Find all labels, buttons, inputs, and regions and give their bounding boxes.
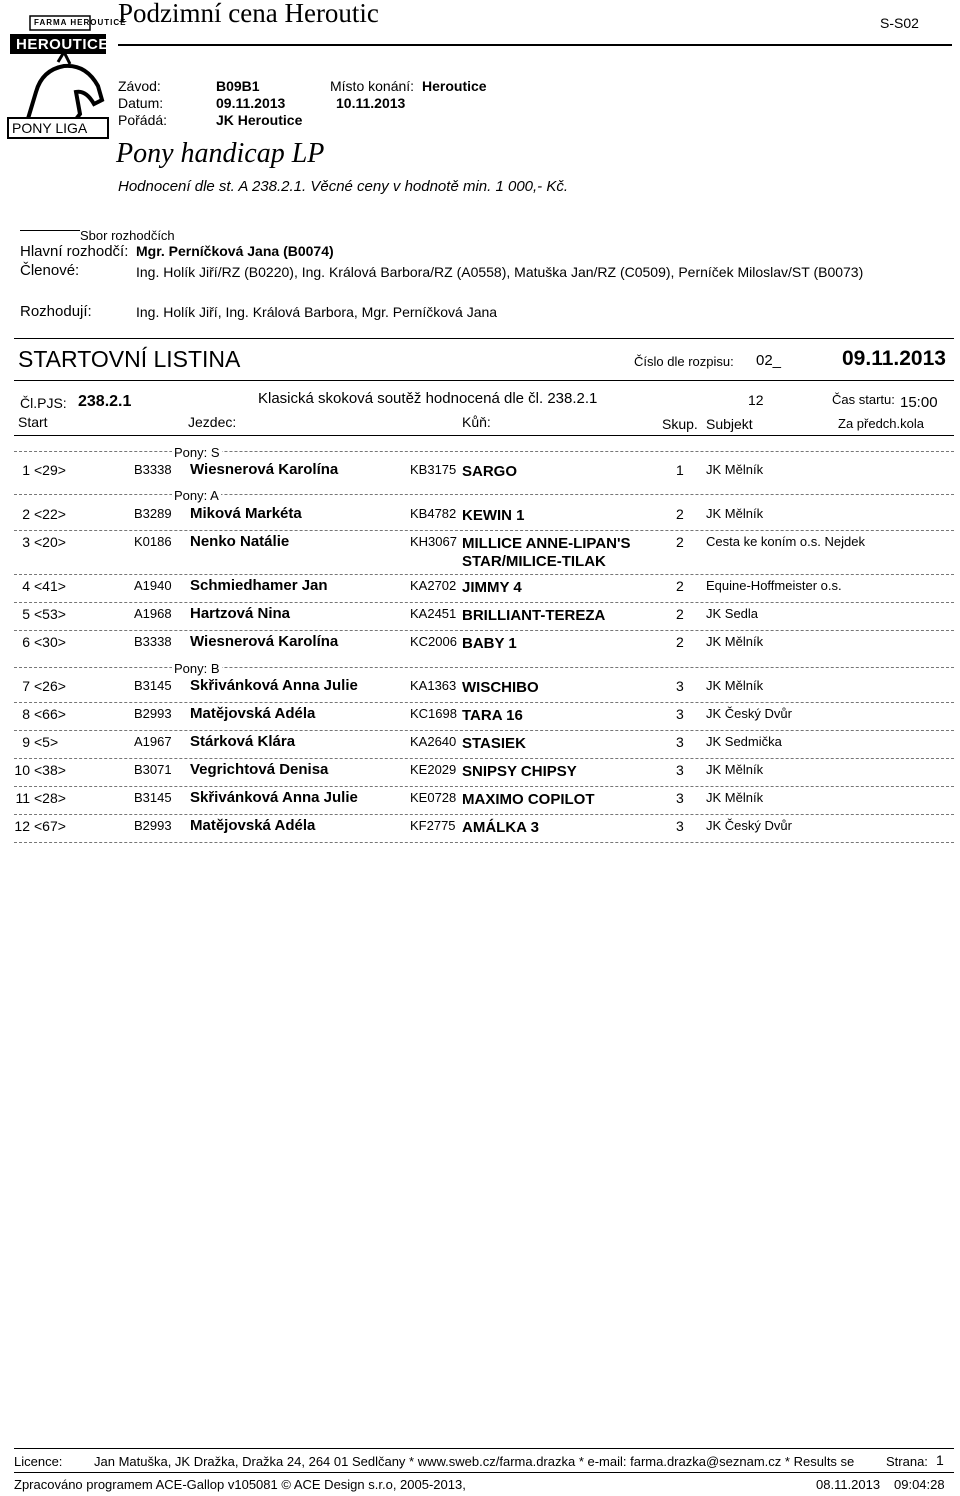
group-label-a: Pony: A <box>174 488 219 503</box>
logo <box>6 14 127 140</box>
rider-id: B2993 <box>134 818 172 833</box>
table-row <box>0 578 960 608</box>
start-num: <66> <box>34 706 66 722</box>
start-num: <20> <box>34 534 66 550</box>
col-start: Start <box>18 414 48 430</box>
rider-id: B3145 <box>134 790 172 805</box>
club: JK Český Dvůr <box>706 706 792 721</box>
horse-id: KA2702 <box>410 578 457 593</box>
table-row <box>0 533 960 570</box>
start-no: 9 <box>22 734 30 750</box>
rider-name: Miková Markéta <box>190 505 302 522</box>
startlist-date: 09.11.2013 <box>842 347 946 370</box>
rider-id: B3145 <box>134 678 172 693</box>
datum-to: 10.11.2013 <box>336 95 406 111</box>
horse-name: WISCHIBO <box>462 679 539 696</box>
rider-name: Vegrichtová Denisa <box>190 761 329 778</box>
pjs-label: Čl.PJS: <box>20 395 67 411</box>
start-no: 11 <box>15 790 30 806</box>
datum-from: 09.11.2013 <box>216 95 286 111</box>
rider-name: Nenko Natálie <box>190 533 290 550</box>
startlist-top-rule <box>14 338 954 339</box>
club: JK Mělník <box>706 506 764 521</box>
skup: 2 <box>676 578 684 594</box>
rider-id: B3338 <box>134 462 172 477</box>
program-text: Zpracováno programem ACE-Gallop v105081 © ACE Design s.r.o, 2005-2013, <box>14 1477 466 1492</box>
competition-rules: Hodnocení dle st. A 238.2.1. Věcné ceny v hodnotě min. 1 000,- Kč. <box>118 178 568 195</box>
horse-id: KA2640 <box>410 734 457 749</box>
table-row <box>0 818 960 848</box>
start-no: 4 <box>22 578 30 594</box>
group-dash-b <box>14 667 954 668</box>
judges-deciding-label: Rozhodují: <box>20 303 92 320</box>
document-code: S-S02 <box>880 15 919 31</box>
start-no: 6 <box>22 634 30 650</box>
table-row <box>0 790 960 820</box>
horse-id: KE0728 <box>410 790 457 805</box>
start-no: 7 <box>22 678 30 694</box>
competition-name: Pony handicap LP <box>116 138 325 169</box>
rider-id: A1967 <box>134 734 172 749</box>
licence-value: Jan Matuška, JK Dražka, Dražka 24, 264 01 Sedlčany * www.sweb.cz/farma.drazka * e-mail: farma.drazka@seznam.cz * Results se <box>94 1454 855 1469</box>
rider-id: K0186 <box>134 534 172 549</box>
zavod-value: B09B1 <box>216 78 260 94</box>
horse-name: SARGO <box>462 463 518 480</box>
misto-value: Heroutice <box>422 78 487 94</box>
logo-top-text: FARMA HEROUTICE <box>34 18 127 27</box>
datum-label: Datum: <box>118 95 164 111</box>
judges-members-value: Ing. Holík Jiří/RZ (B0220), Ing. Králová Barbora/RZ (A0558), Matuška Jan/RZ (C0509), Perníček Miloslav/ST (B0073) <box>136 264 864 280</box>
club: JK Mělník <box>706 790 764 805</box>
cislo-label: Číslo dle rozpisu: <box>634 354 734 369</box>
horse-name: JIMMY 4 <box>462 579 522 596</box>
competition-type: Klasická skoková soutěž hodnocená dle čl. 238.2.1 <box>258 390 598 407</box>
start-num: <67> <box>34 818 66 834</box>
rider-name: Schmiedhamer Jan <box>190 577 328 594</box>
table-row <box>0 706 960 736</box>
header-rule <box>14 435 954 436</box>
horse-name: BABY 1 <box>462 635 517 652</box>
skup: 2 <box>676 534 684 550</box>
skup: 3 <box>676 706 684 722</box>
zavod-label: Závod: <box>118 78 161 94</box>
footer-date: 08.11.2013 <box>816 1477 881 1492</box>
judges-section-label: Sbor rozhodčích <box>80 228 175 243</box>
club: JK Mělník <box>706 762 764 777</box>
col-predch: Za předch.kola <box>838 416 924 431</box>
skup: 3 <box>676 734 684 750</box>
horse-id: KA1363 <box>410 678 457 693</box>
judges-deciding-value: Ing. Holík Jiří, Ing. Králová Barbora, Mgr. Perníčková Jana <box>136 304 498 320</box>
horse-name: MAXIMO COPILOT <box>462 791 595 808</box>
horse-id: KC1698 <box>410 706 457 721</box>
cislo-value: 02_ <box>756 352 782 369</box>
start-num: <5> <box>34 734 59 750</box>
club: JK Mělník <box>706 678 764 693</box>
rider-name: Wiesnerová Karolína <box>190 461 339 478</box>
cas-value: 15:00 <box>900 394 938 411</box>
title-rule <box>118 44 952 46</box>
skup: 1 <box>676 462 684 478</box>
club: JK Český Dvůr <box>706 818 792 833</box>
horse-id: KC2006 <box>410 634 457 649</box>
group-label-b: Pony: B <box>174 661 220 676</box>
start-no: 1 <box>22 462 30 478</box>
skup: 3 <box>676 762 684 778</box>
club: Equine-Hoffmeister o.s. <box>706 578 842 593</box>
rider-id: B3338 <box>134 634 172 649</box>
horse-id: KF2775 <box>410 818 456 833</box>
judges-main-label: Hlavní rozhodčí: <box>20 243 129 260</box>
judges-rule <box>20 230 80 231</box>
rider-name: Skřivánková Anna Julie <box>190 789 358 806</box>
club: JK Sedla <box>706 606 759 621</box>
strana-label: Strana: <box>886 1454 928 1469</box>
startlist-mid-rule <box>14 380 954 381</box>
skup: 2 <box>676 506 684 522</box>
club: JK Sedmička <box>706 734 782 749</box>
horse-id: KB4782 <box>410 506 457 521</box>
horse-name-line2: STAR/MILICE-TILAK <box>462 553 606 570</box>
entry-count: 12 <box>748 392 764 408</box>
table-row <box>0 678 960 708</box>
table-row <box>0 506 960 536</box>
table-row <box>0 606 960 636</box>
cas-label: Čas startu: <box>832 392 895 407</box>
strana-value: 1 <box>936 1452 944 1468</box>
misto-label: Místo konání: <box>330 78 415 94</box>
porada-value: JK Heroutice <box>216 112 303 128</box>
club: JK Mělník <box>706 462 764 477</box>
table-row <box>0 762 960 792</box>
col-jezdec: Jezdec: <box>188 414 237 430</box>
start-num: <38> <box>34 762 66 778</box>
start-no: 10 <box>14 762 30 778</box>
start-num: <53> <box>34 606 66 622</box>
col-skup: Skup. <box>662 416 698 432</box>
col-kun: Kůň: <box>462 414 491 430</box>
horse-id: KA2451 <box>410 606 457 621</box>
footer-time: 09:04:28 <box>894 1477 945 1492</box>
footer-rule <box>14 1448 954 1449</box>
skup: 3 <box>676 678 684 694</box>
group-dash-s <box>14 451 954 452</box>
skup: 3 <box>676 818 684 834</box>
start-num: <41> <box>34 578 66 594</box>
licence-label: Licence: <box>14 1454 63 1469</box>
start-num: <26> <box>34 678 66 694</box>
horse-id: KB3175 <box>410 462 457 477</box>
start-num: <22> <box>34 506 66 522</box>
start-num: <30> <box>34 634 66 650</box>
pjs-value: 238.2.1 <box>78 393 132 410</box>
group-label-s: Pony: S <box>174 445 220 460</box>
horse-name: SNIPSY CHIPSY <box>462 763 577 780</box>
horse-id: KE2029 <box>410 762 457 777</box>
rider-name: Hartzová Nina <box>190 605 291 622</box>
rider-id: B3289 <box>134 506 172 521</box>
horse-name: AMÁLKA 3 <box>462 819 539 836</box>
page-title: Podzimní cena Heroutic <box>118 0 379 28</box>
footer-rule-2 <box>14 1472 954 1473</box>
skup: 2 <box>676 606 684 622</box>
club: Cesta ke koním o.s. Nejdek <box>706 534 865 549</box>
table-row <box>0 734 960 764</box>
start-no: 8 <box>22 706 30 722</box>
table-row <box>0 462 960 492</box>
horse-name: STASIEK <box>462 735 526 752</box>
judges-members-label: Členové: <box>20 262 80 279</box>
start-no: 12 <box>14 818 30 834</box>
logo-brand-text: HEROUTICE <box>16 36 109 53</box>
horse-id: KH3067 <box>410 534 457 549</box>
start-no: 5 <box>22 606 30 622</box>
horse-name: KEWIN 1 <box>462 507 525 524</box>
skup: 2 <box>676 634 684 650</box>
logo-bottom-text: PONY LIGA <box>12 120 88 136</box>
col-subjekt: Subjekt <box>706 416 753 432</box>
rider-name: Wiesnerová Karolína <box>190 633 339 650</box>
rider-name: Matějovská Adéla <box>190 817 316 834</box>
judges-main-value: Mgr. Perníčková Jana (B0074) <box>136 243 334 259</box>
skup: 3 <box>676 790 684 806</box>
group-dash-a <box>14 494 954 495</box>
startlist-heading: STARTOVNÍ LISTINA <box>18 346 241 372</box>
start-no: 3 <box>22 534 30 550</box>
rider-id: B2993 <box>134 706 172 721</box>
row-divider <box>14 574 954 575</box>
rider-id: A1968 <box>134 606 172 621</box>
start-num: <28> <box>34 790 66 806</box>
table-row <box>0 634 960 664</box>
horse-name: BRILLIANT-TEREZA <box>462 607 606 624</box>
rider-name: Stárková Klára <box>190 733 296 750</box>
club: JK Mělník <box>706 634 764 649</box>
rider-name: Matějovská Adéla <box>190 705 316 722</box>
porada-label: Pořádá: <box>118 112 168 128</box>
start-num: <29> <box>34 462 66 478</box>
rider-id: A1940 <box>134 578 172 593</box>
rider-id: B3071 <box>134 762 172 777</box>
start-no: 2 <box>22 506 30 522</box>
horse-name: MILLICE ANNE-LIPAN'S <box>462 535 631 552</box>
horse-name: TARA 16 <box>462 707 523 724</box>
rider-name: Skřivánková Anna Julie <box>190 677 358 694</box>
